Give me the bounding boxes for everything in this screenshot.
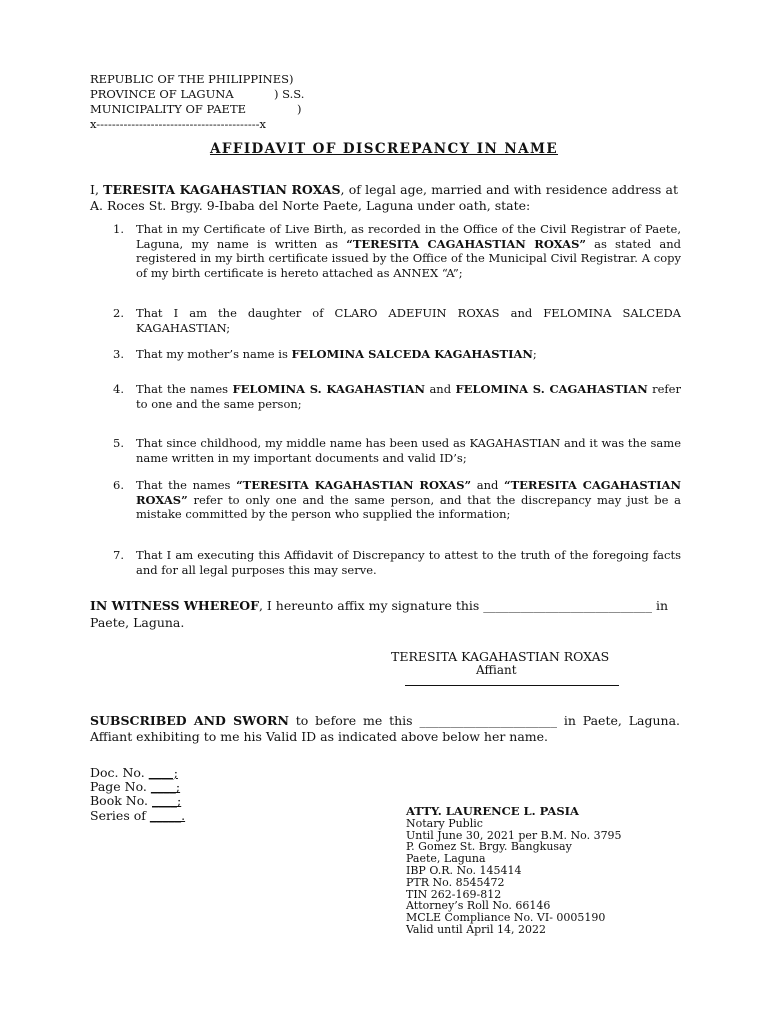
item-4-text-e: refer to one and the same person; (136, 382, 681, 411)
caption-republic: REPUBLIC OF THE PHILIPPINES) (90, 72, 294, 86)
item-text (136, 222, 681, 280)
register-doc-no (90, 766, 185, 780)
item-number: 2. (113, 306, 124, 320)
notary-line: Valid until April 14, 2022 (406, 922, 546, 936)
item-number: 4. (113, 382, 124, 396)
item-3-bold-name: FELOMINA SALCEDA KAGAHASTIAN (291, 347, 533, 361)
affiant-name-intro: TERESITA KAGAHASTIAN ROXAS (103, 182, 341, 197)
statement-item-6 (113, 478, 681, 522)
register-series-label: Series of (90, 807, 146, 823)
item-text (136, 347, 681, 362)
item-text (136, 436, 681, 465)
notary-line: Attorney’s Roll No. 66146 (406, 899, 551, 913)
caption-ss: ) S.S. (274, 87, 305, 101)
register-book-label: Book No. (90, 793, 149, 809)
item-number: 1. (113, 222, 124, 236)
venue-caption (90, 72, 305, 132)
item-4-bold-name-1: FELOMINA S. KAGAHASTIAN (232, 382, 426, 396)
witness-heading: IN WITNESS WHEREOF (90, 598, 259, 613)
item-1-bold-name: “TERESITA CAGAHASTIAN ROXAS” (346, 236, 587, 251)
notary-line: Paete, Laguna (406, 852, 486, 866)
intro-text: , of legal age, married and with residence address at A. Roces St. Brgy. 9-Ibaba del Norte Paete, Laguna under oath, state: (90, 182, 678, 213)
item-1-text-a: That in my Certificate of Live Birth, as recorded in the Office of the Civil Registrar of Paete, Laguna, my name is written as (136, 222, 681, 251)
signature-line (405, 685, 619, 686)
jurat-heading: SUBSCRIBED AND SWORN (90, 713, 289, 728)
item-number: 6. (113, 478, 124, 492)
item-text (136, 548, 681, 577)
item-4-text-c: and (425, 382, 456, 396)
register-page-label: Page No. (90, 779, 147, 795)
item-6-bold-name-1: “TERESITA KAGAHASTIAN ROXAS” (236, 478, 472, 492)
item-3-text-c: ; (532, 347, 537, 361)
item-number: 7. (113, 548, 124, 562)
item-6-text-e: refer to only one and the same person, and that the discrepancy may just be a mistake committed by the person who supplied the information; (136, 492, 681, 521)
register-page-no (90, 780, 185, 794)
statement-item-3 (113, 347, 681, 362)
statement-item-7 (113, 548, 681, 577)
witness-clause (90, 597, 680, 631)
statement-item-5 (113, 436, 681, 465)
notary-line: IBP O.R. No. 145414 (406, 863, 522, 877)
register-book-no (90, 794, 185, 808)
witness-text: , I hereunto affix my signature this ___________________________ in Paete, Laguna. (90, 598, 669, 630)
statement-item-1 (113, 222, 681, 280)
notary-line: Until June 30, 2021 per B.M. No. 3795 (406, 828, 622, 842)
item-3-text-a: That my mother’s name is (136, 347, 292, 361)
affiant-label: Affiant (476, 663, 517, 677)
intro-paragraph (90, 182, 678, 214)
notary-line: Notary Public (406, 816, 483, 830)
caption-divider: x------------------------------------------x (90, 117, 266, 131)
register-book-blank: ____; (152, 793, 182, 809)
caption-close-paren: ) (297, 102, 302, 116)
caption-municipality: MUNICIPALITY OF PAETE (90, 102, 247, 116)
item-6-text-c: and (471, 478, 504, 492)
item-7-text: That I am executing this Affidavit of Discrepancy to attest to the truth of the foregoing facts and for all legal purposes this may serve. (136, 548, 681, 577)
document-title: AFFIDAVIT OF DISCREPANCY IN NAME (209, 141, 559, 157)
notary-name: ATTY. LAURENCE L. PASIA (406, 804, 579, 818)
item-6-text-a: That the names (136, 478, 237, 492)
notary-line: P. Gomez St. Brgy. Bangkusay (406, 840, 572, 854)
item-text (136, 478, 681, 522)
jurat-clause (90, 713, 680, 745)
notary-line: MCLE Compliance No. VI- 0005190 (406, 911, 606, 925)
item-2-text: That I am the daughter of CLARO ADEFUIN ROXAS and FELOMINA SALCEDA KAGAHASTIAN; (136, 306, 681, 335)
statement-item-2 (113, 306, 681, 335)
item-1-text-c: as stated and registered in my birth certificate issued by the Office of the Municipal Civil Registrar. A copy of my birth certificate is hereto attached as ANNEX “A”; (136, 236, 681, 280)
item-text (136, 306, 681, 335)
item-4-bold-name-2: FELOMINA S. CAGAHASTIAN (455, 382, 648, 396)
statement-item-4 (113, 382, 681, 411)
notary-line: PTR No. 8545472 (406, 875, 505, 889)
item-number: 5. (113, 436, 124, 450)
notary-line: TIN 262-169-812 (406, 887, 502, 901)
item-6-bold-name-2: “TERESITA CAGAHASTIAN ROXAS” (136, 478, 681, 507)
item-text (136, 382, 681, 411)
intro-prefix: I, (90, 182, 104, 197)
item-number: 3. (113, 347, 124, 361)
item-4-text-a: That the names (136, 382, 233, 396)
register-doc-blank: ____; (148, 765, 178, 780)
affiant-name: TERESITA KAGAHASTIAN ROXAS (391, 649, 610, 664)
register-doc-label: Doc. No. (90, 765, 145, 780)
caption-province: PROVINCE OF LAGUNA (90, 87, 234, 101)
item-5-text: That since childhood, my middle name has been used as KAGAHASTIAN and it was the same name written in my important documents and valid ID’s; (136, 436, 681, 465)
register-page-blank: ____; (150, 779, 181, 795)
jurat-text: to before me this ______________________ in Paete, Laguna. Affiant exhibiting to me his Valid ID as indicated above below her name. (90, 713, 680, 744)
register-series-blank: _____. (149, 807, 186, 823)
register-series (90, 809, 185, 823)
notarial-register (90, 766, 185, 823)
notary-block (406, 806, 622, 936)
